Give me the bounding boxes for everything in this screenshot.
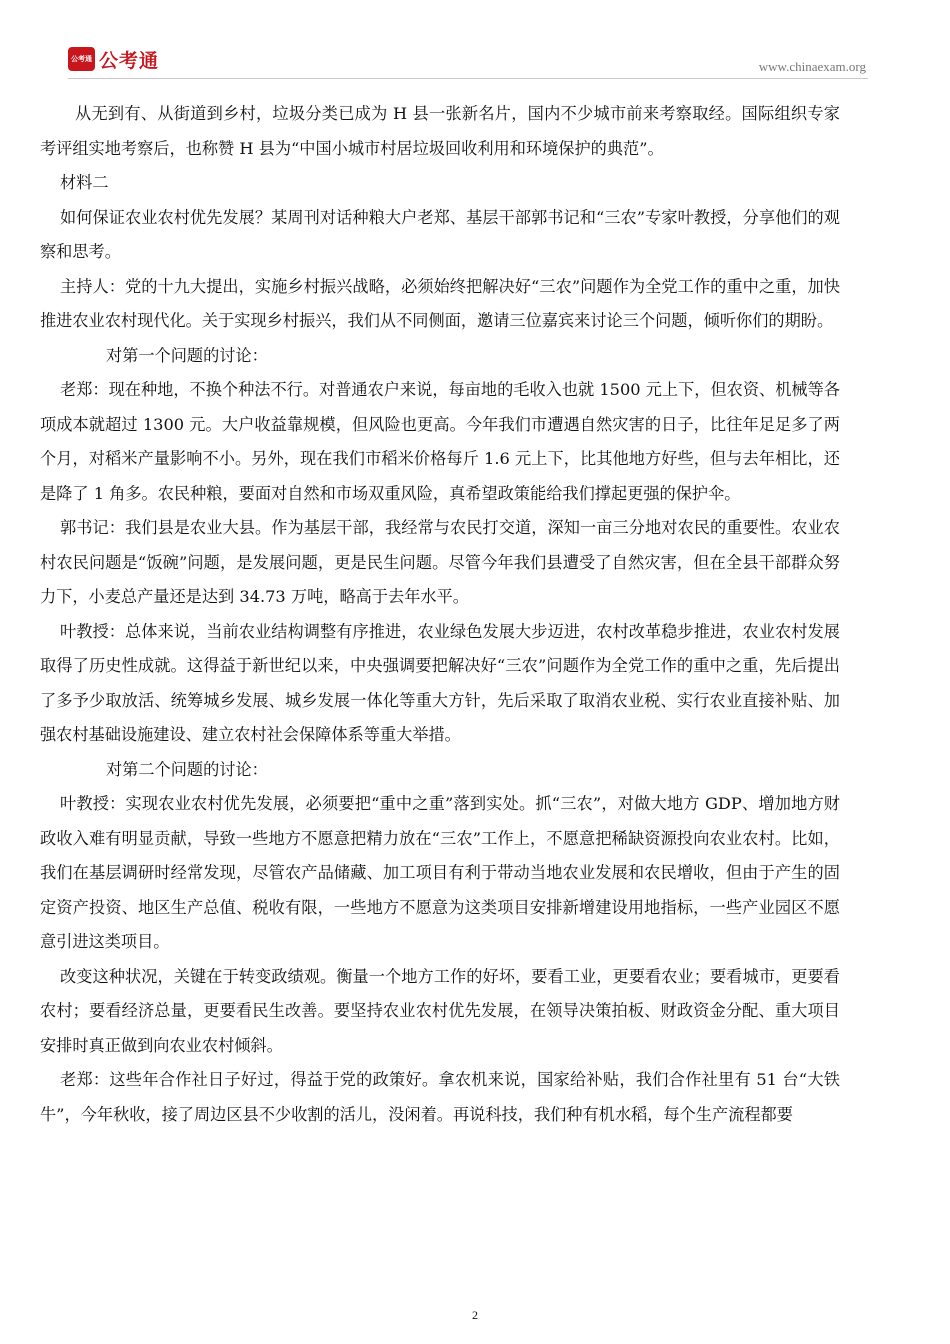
paragraph: 叶教授：总体来说，当前农业结构调整有序推进，农业绿色发展大步迈进，农村改革稳步推进，农业农村发展取得了历史性成就。这得益于新世纪以来，中央强调要把解决好“三农”问题作为全党工作的重中之重，先后提出了多予少取放活、统筹城乡发展、城乡发展一体化等重大方针，先后采取了取消农业税、实行农业直接补贴、加强农村基础设施建设、建立农村社会保障体系等重大举措。: [40, 621, 840, 744]
logo-badge-icon: 公考通: [68, 47, 95, 71]
page-header: [0, 0, 950, 90]
discussion-heading: 对第二个问题的讨论：: [106, 759, 268, 779]
section-heading: 材料二: [60, 173, 109, 192]
page-number: 2: [472, 1308, 478, 1322]
paragraph: 老郑：现在种地，不换个种法不行。对普通农户来说，每亩地的毛收入也就 1500 元上下，但农资、机械等各项成本就超过 1300 元。大户收益靠规模，但风险也更高。今年我们市遭遇自然灾害的日子，比往年足足多了两个月，对稻米产量影响不小。另外，现在我们市稻米价格每斤 1.6 元上下，比其他地方好些，但与去年相比，还是降了 1 角多。农民种粮，要面对自然和市场双重风险，真希望政策能给我们撑起更强的保护伞。: [40, 380, 840, 503]
logo: [68, 46, 159, 72]
site-url: www.chinaexam.org: [758, 59, 866, 74]
paragraph: 如何保证农业农村优先发展？某周刊对话种粮大户老郑、基层干部郭书记和“三农”专家叶教授，分享他们的观察和思考。: [40, 207, 840, 261]
header-divider: [68, 78, 868, 79]
paragraph: 从无到有、从街道到乡村，垃圾分类已成为 H 县一张新名片，国内不少城市前来考察取经。国际组织专家考评组实地考察后，也称赞 H 县为“中国小城市村居垃圾回收利用和环境保护的典范”。: [40, 104, 840, 158]
paragraph: 主持人：党的十九大提出，实施乡村振兴战略，必须始终把解决好“三农”问题作为全党工作的重中之重，加快推进农业农村现代化。关于实现乡村振兴，我们从不同侧面，邀请三位嘉宾来讨论三个问题，倾听你们的期盼。: [40, 276, 840, 330]
paragraph: 老郑：这些年合作社日子好过，得益于党的政策好。拿农机来说，国家给补贴，我们合作社里有 51 台“大铁牛”，今年秋收，接了周边区县不少收割的活儿，没闲着。再说科技，我们种有机水稻，每个生产流程都要: [40, 1070, 840, 1124]
paragraph: 改变这种状况，关键在于转变政绩观。衡量一个地方工作的好坏，要看工业，更要看农业；要看城市，更要看农村；要看经济总量，更要看民生改善。要坚持农业农村优先发展，在领导决策拍板、财政资金分配、重大项目安排时真正做到向农业农村倾斜。: [40, 966, 840, 1055]
logo-text: 公考通: [99, 49, 160, 72]
paragraph: 郭书记：我们县是农业大县。作为基层干部，我经常与农民打交道，深知一亩三分地对农民的重要性。农业农村农民问题是“饭碗”问题，是发展问题，更是民生问题。尽管今年我们县遭受了自然灾害，但在全县干部群众努力下，小麦总产量还是达到 34.73 万吨，略高于去年水平。: [40, 518, 840, 606]
document-body: [40, 97, 840, 1132]
discussion-heading: 对第一个问题的讨论：: [106, 345, 268, 365]
paragraph: 叶教授：实现农业农村优先发展，必须要把“重中之重”落到实处。抓“三农”，对做大地方 GDP、增加地方财政收入难有明显贡献，导致一些地方不愿意把精力放在“三农”工作上，不愿意把稀缺资源投向农业农村。比如，我们在基层调研时经常发现，尽管农产品储藏、加工项目有利于带动当地农业发展和农民增收，但由于产生的固定资产投资、地区生产总值、税收有限，一些地方不愿意为这类项目安排新增建设用地指标，一些产业园区不愿意引进这类项目。: [40, 794, 840, 951]
